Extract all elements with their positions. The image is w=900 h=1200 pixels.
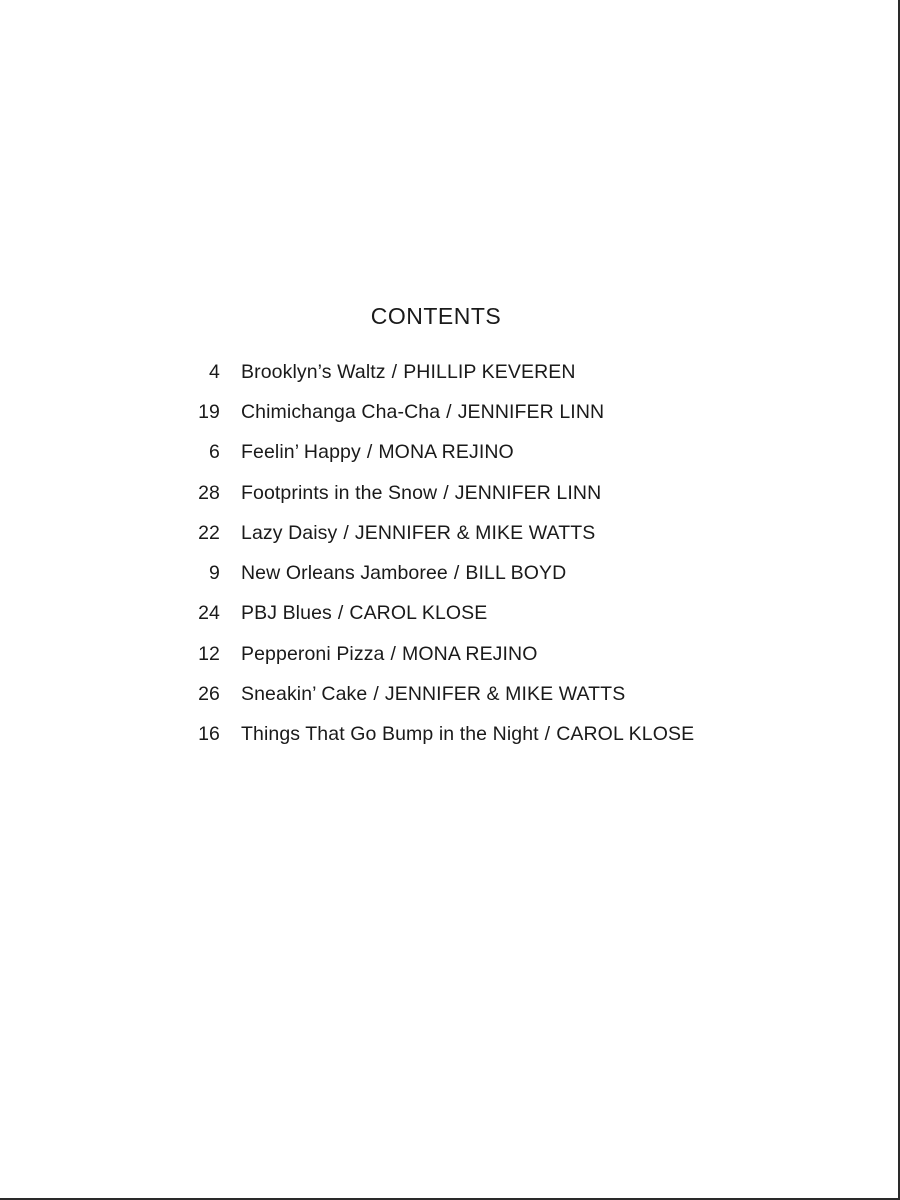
contents-entry bbox=[180, 352, 820, 392]
entry-title: Sneakin’ Cake bbox=[241, 683, 368, 706]
entry-title: Feelin’ Happy bbox=[241, 441, 361, 464]
contents-entry bbox=[180, 553, 820, 593]
entry-separator: / bbox=[544, 723, 551, 746]
entry-composer: MONA REJINO bbox=[402, 642, 538, 665]
entry-page-number: 19 bbox=[198, 400, 220, 423]
entry-page-number: 4 bbox=[209, 360, 220, 383]
entry-page-number: 26 bbox=[198, 683, 220, 706]
entry-separator: / bbox=[390, 642, 397, 665]
entry-separator: / bbox=[366, 441, 373, 464]
entry-page-number: 6 bbox=[209, 441, 220, 464]
entry-title: PBJ Blues bbox=[241, 602, 332, 625]
entry-separator: / bbox=[373, 683, 379, 706]
entry-composer: CAROL KLOSE bbox=[556, 723, 695, 746]
entry-page-number: 12 bbox=[198, 642, 220, 665]
entry-composer: BILL BOYD bbox=[465, 562, 567, 585]
entry-title: Footprints in the Snow bbox=[241, 481, 438, 504]
entry-separator: / bbox=[391, 360, 398, 383]
entry-composer: JENNIFER LINN bbox=[457, 400, 605, 423]
entry-page-number: 28 bbox=[198, 481, 220, 504]
entry-composer: PHILLIP KEVEREN bbox=[403, 360, 576, 383]
entry-composer: JENNIFER LINN bbox=[454, 481, 602, 504]
contents-entry bbox=[180, 392, 820, 432]
entry-page-number: 22 bbox=[198, 521, 220, 544]
entry-separator: / bbox=[443, 481, 449, 504]
contents-entry bbox=[180, 473, 820, 513]
contents-entry bbox=[180, 594, 820, 634]
entry-separator: / bbox=[446, 400, 452, 423]
entry-title: New Orleans Jamboree bbox=[241, 562, 448, 585]
entry-separator: / bbox=[337, 602, 344, 625]
contents-entry bbox=[180, 715, 820, 755]
entry-page-number: 9 bbox=[209, 562, 220, 585]
entry-title: Lazy Daisy bbox=[241, 521, 338, 544]
contents-list bbox=[180, 352, 820, 755]
contents-entry bbox=[180, 634, 820, 674]
entry-composer: JENNIFER & MIKE WATTS bbox=[384, 683, 626, 706]
entry-page-number: 16 bbox=[198, 723, 220, 746]
entry-composer: MONA REJINO bbox=[378, 441, 514, 464]
entry-title: Things That Go Bump in the Night bbox=[241, 723, 539, 746]
entry-page-number: 24 bbox=[198, 602, 220, 625]
contents-entry bbox=[180, 513, 820, 553]
entry-title: Brooklyn’s Waltz bbox=[241, 360, 386, 383]
entry-separator: / bbox=[453, 562, 460, 585]
entry-title: Pepperoni Pizza bbox=[241, 642, 385, 665]
entry-composer: JENNIFER & MIKE WATTS bbox=[354, 521, 596, 544]
entry-title: Chimichanga Cha-Cha bbox=[241, 400, 441, 423]
contents-heading: CONTENTS bbox=[370, 303, 502, 329]
contents-entry bbox=[180, 674, 820, 714]
entry-composer: CAROL KLOSE bbox=[349, 602, 488, 625]
entry-separator: / bbox=[343, 521, 349, 544]
contents-entry bbox=[180, 433, 820, 473]
